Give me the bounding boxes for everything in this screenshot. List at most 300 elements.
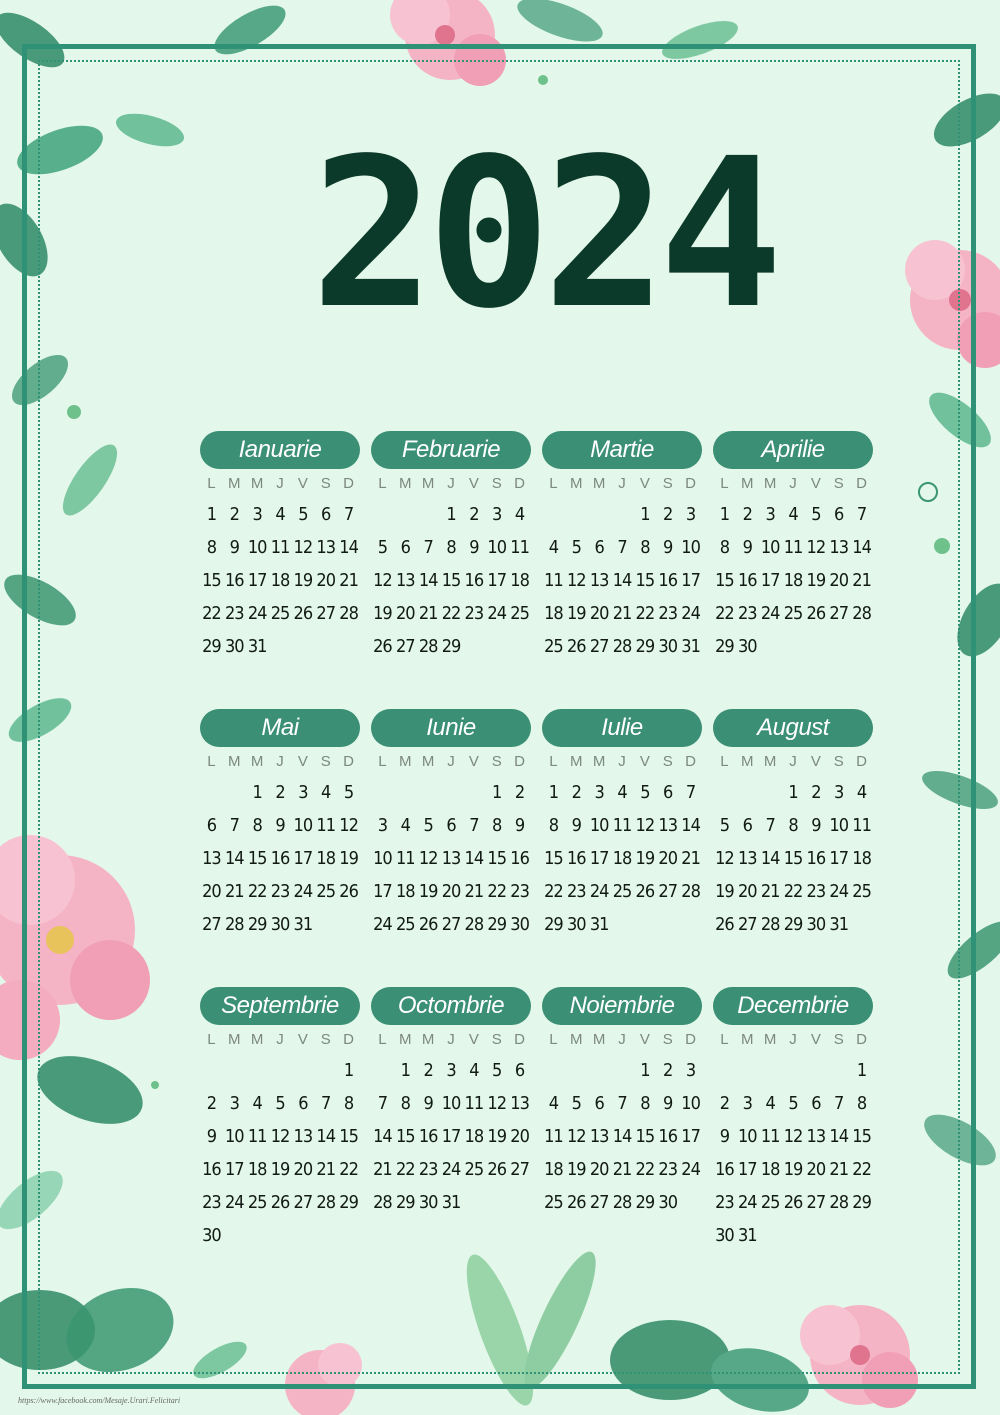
days-grid <box>713 1059 873 1257</box>
weekday-label: S <box>662 475 673 492</box>
day-cell: 7 <box>423 537 433 558</box>
day-cell: 5 <box>377 537 388 558</box>
day-cell: 13 <box>293 1126 313 1147</box>
day-cell: 15 <box>339 1126 358 1147</box>
day-cell: 16 <box>715 1159 734 1180</box>
day-cell: 10 <box>681 537 700 558</box>
weekday-label: J <box>276 753 284 770</box>
day-cell: 15 <box>247 848 267 869</box>
weekday-label: D <box>343 753 354 770</box>
weekday-header <box>200 753 360 773</box>
day-cell: 23 <box>715 1192 734 1213</box>
day-cell: 25 <box>612 881 632 902</box>
weekday-label: M <box>421 1031 435 1048</box>
day-cell: 2 <box>206 1093 217 1114</box>
weekday-label: D <box>685 1031 696 1048</box>
weekday-label: M <box>570 475 583 492</box>
month-header <box>713 431 873 469</box>
day-cell: 12 <box>715 848 734 869</box>
day-cell: 19 <box>487 1126 507 1147</box>
weekday-label: M <box>228 753 241 770</box>
day-cell: 23 <box>464 603 484 624</box>
day-cell: 21 <box>464 881 484 902</box>
day-cell: 11 <box>783 537 803 558</box>
day-cell: 6 <box>206 815 217 836</box>
day-cell: 15 <box>635 570 655 591</box>
day-empty <box>588 1059 611 1092</box>
day-cell: 27 <box>589 636 609 657</box>
day-cell: 2 <box>663 504 673 525</box>
day-cell: 6 <box>811 1093 821 1114</box>
day-cell: 29 <box>202 636 221 657</box>
day-cell: 11 <box>760 1126 780 1147</box>
day-cell: 9 <box>811 815 821 836</box>
day-cell: 17 <box>247 570 267 591</box>
year-text: 2024 <box>310 114 776 354</box>
day-cell: 18 <box>544 1159 563 1180</box>
weekday-label: M <box>399 475 412 492</box>
day-cell: 9 <box>719 1126 730 1147</box>
day-cell: 10 <box>247 537 267 558</box>
weekday-label: V <box>297 753 308 770</box>
month-martie <box>542 431 702 671</box>
day-empty <box>759 1059 782 1092</box>
day-empty <box>588 503 611 536</box>
weekday-label: S <box>320 475 331 492</box>
day-cell: 11 <box>544 1126 563 1147</box>
day-cell: 29 <box>544 914 563 935</box>
day-cell: 8 <box>788 815 798 836</box>
weekday-label: J <box>276 475 284 492</box>
day-cell: 17 <box>487 570 507 591</box>
weekday-label: M <box>763 1031 777 1048</box>
day-cell: 7 <box>321 1093 331 1114</box>
day-cell: 28 <box>612 636 632 657</box>
day-cell: 18 <box>852 848 871 869</box>
day-cell: 1 <box>343 1060 354 1081</box>
day-cell: 24 <box>247 603 267 624</box>
day-cell: 14 <box>760 848 780 869</box>
day-cell: 25 <box>852 881 871 902</box>
day-cell: 29 <box>852 1192 871 1213</box>
day-cell: 10 <box>293 815 313 836</box>
day-empty <box>394 781 417 814</box>
day-cell: 18 <box>270 570 290 591</box>
weekday-label: S <box>320 1031 331 1048</box>
day-cell: 5 <box>571 537 581 558</box>
day-cell: 7 <box>617 1093 627 1114</box>
day-cell: 30 <box>715 1225 734 1246</box>
weekday-label: V <box>297 475 308 492</box>
month-name: Iulie <box>601 714 643 741</box>
day-cell: 13 <box>395 570 415 591</box>
weekday-label: J <box>276 1031 284 1048</box>
weekday-label: S <box>491 753 502 770</box>
day-cell: 17 <box>681 570 700 591</box>
day-empty <box>565 1059 588 1092</box>
weekday-label: J <box>618 475 626 492</box>
month-name: Decembrie <box>737 992 849 1019</box>
day-cell: 15 <box>783 848 803 869</box>
day-cell: 16 <box>658 1126 678 1147</box>
day-cell: 1 <box>548 782 559 803</box>
day-cell: 31 <box>737 1225 757 1246</box>
day-cell: 19 <box>715 881 734 902</box>
day-cell: 2 <box>469 504 479 525</box>
day-empty <box>736 781 759 814</box>
day-cell: 15 <box>202 570 221 591</box>
day-cell: 18 <box>760 1159 780 1180</box>
day-cell: 25 <box>783 603 803 624</box>
day-cell: 10 <box>487 537 507 558</box>
days-grid <box>200 503 360 668</box>
weekday-label: L <box>549 475 558 492</box>
day-cell: 19 <box>635 848 655 869</box>
day-cell: 27 <box>806 1192 826 1213</box>
day-cell: 8 <box>640 1093 650 1114</box>
day-cell: 3 <box>765 504 775 525</box>
weekday-header <box>200 1031 360 1051</box>
day-cell: 23 <box>418 1159 438 1180</box>
day-cell: 31 <box>589 914 609 935</box>
day-cell: 30 <box>224 636 244 657</box>
month-iunie <box>371 709 531 949</box>
day-cell: 16 <box>224 570 244 591</box>
day-cell: 12 <box>418 848 438 869</box>
day-cell: 27 <box>293 1192 313 1213</box>
day-cell: 11 <box>247 1126 267 1147</box>
day-cell: 14 <box>316 1126 336 1147</box>
day-cell: 9 <box>469 537 479 558</box>
weekday-header <box>713 475 873 495</box>
day-cell: 30 <box>418 1192 438 1213</box>
day-cell: 7 <box>229 815 239 836</box>
day-cell: 12 <box>566 570 586 591</box>
day-cell: 27 <box>510 1159 529 1180</box>
day-cell: 4 <box>548 537 559 558</box>
day-cell: 2 <box>229 504 239 525</box>
weekday-label: S <box>662 1031 673 1048</box>
day-empty <box>565 503 588 536</box>
weekday-header <box>371 475 531 495</box>
day-empty <box>200 1059 223 1092</box>
weekday-label: D <box>343 475 354 492</box>
day-cell: 19 <box>566 603 586 624</box>
day-cell: 10 <box>829 815 849 836</box>
day-cell: 1 <box>856 1060 867 1081</box>
day-cell: 5 <box>640 782 650 803</box>
month-ianuarie <box>200 431 360 671</box>
weekday-label: M <box>421 475 435 492</box>
day-cell: 4 <box>617 782 627 803</box>
day-cell: 29 <box>635 1192 655 1213</box>
days-grid <box>371 781 531 946</box>
weekday-label: S <box>662 753 673 770</box>
day-cell: 27 <box>589 1192 609 1213</box>
day-cell: 1 <box>492 782 502 803</box>
day-cell: 24 <box>293 881 313 902</box>
weekday-label: D <box>514 753 525 770</box>
day-cell: 8 <box>640 537 650 558</box>
day-empty <box>782 1059 805 1092</box>
weekday-label: M <box>228 1031 241 1048</box>
day-cell: 27 <box>658 881 678 902</box>
day-cell: 10 <box>373 848 392 869</box>
day-cell: 3 <box>685 504 696 525</box>
day-cell: 22 <box>339 1159 358 1180</box>
day-cell: 14 <box>852 537 871 558</box>
day-cell: 31 <box>681 636 700 657</box>
day-cell: 3 <box>594 782 604 803</box>
day-cell: 27 <box>441 914 461 935</box>
weekday-label: S <box>833 475 844 492</box>
month-noiembrie <box>542 987 702 1227</box>
day-cell: 14 <box>339 537 358 558</box>
month-header <box>200 709 360 747</box>
day-cell: 18 <box>510 570 529 591</box>
day-cell: 18 <box>612 848 632 869</box>
day-cell: 7 <box>685 782 696 803</box>
day-cell: 29 <box>395 1192 415 1213</box>
day-cell: 22 <box>635 603 655 624</box>
day-cell: 29 <box>783 914 803 935</box>
days-grid <box>200 781 360 946</box>
weekday-label: L <box>549 753 558 770</box>
day-cell: 2 <box>423 1060 433 1081</box>
weekday-label: L <box>720 753 729 770</box>
day-empty <box>223 781 246 814</box>
day-cell: 17 <box>681 1126 700 1147</box>
day-cell: 11 <box>510 537 529 558</box>
day-cell: 20 <box>293 1159 313 1180</box>
weekday-label: V <box>810 753 821 770</box>
day-cell: 13 <box>806 1126 826 1147</box>
month-name: Mai <box>261 714 299 741</box>
day-cell: 4 <box>765 1093 775 1114</box>
day-cell: 22 <box>635 1159 655 1180</box>
day-cell: 25 <box>270 603 290 624</box>
weekday-label: D <box>856 1031 867 1048</box>
day-cell: 15 <box>715 570 734 591</box>
day-cell: 6 <box>321 504 331 525</box>
month-header <box>542 709 702 747</box>
day-cell: 3 <box>377 815 388 836</box>
day-cell: 26 <box>293 603 313 624</box>
day-cell: 19 <box>339 848 358 869</box>
day-cell: 19 <box>806 570 826 591</box>
day-cell: 23 <box>270 881 290 902</box>
month-header <box>200 987 360 1025</box>
day-cell: 6 <box>594 1093 604 1114</box>
day-cell: 13 <box>202 848 221 869</box>
day-cell: 1 <box>640 1060 650 1081</box>
day-cell: 21 <box>224 881 244 902</box>
day-cell: 20 <box>737 881 757 902</box>
weekday-label: M <box>741 753 754 770</box>
day-cell: 22 <box>487 881 507 902</box>
day-cell: 20 <box>589 603 609 624</box>
day-cell: 18 <box>247 1159 267 1180</box>
weekday-label: V <box>297 1031 308 1048</box>
day-empty <box>542 1059 565 1092</box>
day-cell: 21 <box>612 1159 632 1180</box>
weekday-label: S <box>833 1031 844 1048</box>
weekday-label: D <box>343 1031 354 1048</box>
day-cell: 30 <box>566 914 586 935</box>
day-cell: 22 <box>852 1159 871 1180</box>
days-grid <box>713 503 873 668</box>
month-header <box>371 987 531 1025</box>
day-cell: 24 <box>681 1159 700 1180</box>
day-cell: 4 <box>514 504 525 525</box>
day-cell: 19 <box>418 881 438 902</box>
weekday-label: S <box>320 753 331 770</box>
day-cell: 8 <box>856 1093 867 1114</box>
day-cell: 27 <box>202 914 221 935</box>
day-cell: 13 <box>510 1093 529 1114</box>
day-cell: 5 <box>788 1093 798 1114</box>
day-cell: 20 <box>829 570 849 591</box>
day-empty <box>804 1059 827 1092</box>
day-cell: 2 <box>275 782 285 803</box>
day-cell: 3 <box>492 504 502 525</box>
weekday-label: V <box>810 475 821 492</box>
days-grid <box>713 781 873 946</box>
day-cell: 8 <box>719 537 730 558</box>
day-cell: 28 <box>681 881 700 902</box>
day-cell: 24 <box>829 881 849 902</box>
day-cell: 20 <box>441 881 461 902</box>
day-cell: 28 <box>464 914 484 935</box>
month-header <box>371 431 531 469</box>
day-cell: 7 <box>469 815 479 836</box>
day-cell: 4 <box>400 815 410 836</box>
day-cell: 16 <box>737 570 757 591</box>
day-cell: 19 <box>373 603 392 624</box>
weekday-label: D <box>856 753 867 770</box>
day-empty <box>371 1059 394 1092</box>
day-cell: 23 <box>510 881 529 902</box>
month-header <box>713 709 873 747</box>
day-cell: 17 <box>760 570 780 591</box>
day-cell: 12 <box>373 570 392 591</box>
weekday-label: V <box>639 753 650 770</box>
weekday-label: M <box>570 753 583 770</box>
day-cell: 16 <box>202 1159 221 1180</box>
day-cell: 15 <box>635 1126 655 1147</box>
day-empty <box>713 1059 736 1092</box>
day-cell: 26 <box>806 603 826 624</box>
day-cell: 9 <box>206 1126 217 1147</box>
day-cell: 21 <box>681 848 700 869</box>
weekday-label: V <box>468 1031 479 1048</box>
day-cell: 5 <box>492 1060 502 1081</box>
day-cell: 25 <box>395 914 415 935</box>
day-cell: 9 <box>423 1093 433 1114</box>
day-empty <box>371 503 394 536</box>
day-cell: 23 <box>658 1159 678 1180</box>
weekday-label: M <box>592 753 606 770</box>
day-cell: 20 <box>202 881 221 902</box>
month-header <box>542 431 702 469</box>
day-cell: 5 <box>719 815 730 836</box>
day-cell: 1 <box>719 504 730 525</box>
day-cell: 30 <box>737 636 757 657</box>
day-cell: 17 <box>293 848 313 869</box>
weekday-label: J <box>789 1031 797 1048</box>
day-cell: 10 <box>681 1093 700 1114</box>
day-cell: 7 <box>377 1093 388 1114</box>
day-cell: 28 <box>373 1192 392 1213</box>
day-cell: 12 <box>783 1126 803 1147</box>
day-cell: 23 <box>806 881 826 902</box>
weekday-label: L <box>378 753 387 770</box>
weekday-header <box>371 753 531 773</box>
weekday-label: L <box>207 1031 216 1048</box>
day-cell: 13 <box>829 537 849 558</box>
day-empty <box>736 1059 759 1092</box>
day-cell: 1 <box>640 504 650 525</box>
day-cell: 15 <box>544 848 563 869</box>
weekday-label: J <box>447 475 455 492</box>
day-cell: 6 <box>514 1060 525 1081</box>
day-cell: 25 <box>544 636 563 657</box>
day-empty <box>269 1059 292 1092</box>
day-empty <box>314 1059 337 1092</box>
day-cell: 24 <box>224 1192 244 1213</box>
day-cell: 8 <box>446 537 456 558</box>
day-cell: 19 <box>783 1159 803 1180</box>
day-cell: 9 <box>275 815 285 836</box>
day-cell: 22 <box>395 1159 415 1180</box>
day-cell: 23 <box>658 603 678 624</box>
weekday-header <box>371 1031 531 1051</box>
month-februarie <box>371 431 531 671</box>
weekday-label: L <box>378 1031 387 1048</box>
day-cell: 21 <box>418 603 438 624</box>
day-cell: 14 <box>373 1126 392 1147</box>
month-name: August <box>757 714 829 741</box>
weekday-header <box>713 1031 873 1051</box>
day-cell: 9 <box>742 537 752 558</box>
month-header <box>200 431 360 469</box>
day-cell: 27 <box>829 603 849 624</box>
day-empty <box>223 1059 246 1092</box>
month-name: Noiembrie <box>569 992 675 1019</box>
day-cell: 4 <box>548 1093 559 1114</box>
day-cell: 21 <box>373 1159 392 1180</box>
day-empty <box>200 781 223 814</box>
day-cell: 5 <box>811 504 821 525</box>
day-cell: 28 <box>418 636 438 657</box>
day-empty <box>462 781 485 814</box>
day-empty <box>827 1059 850 1092</box>
weekday-label: D <box>856 475 867 492</box>
day-cell: 21 <box>852 570 871 591</box>
day-cell: 26 <box>339 881 358 902</box>
day-cell: 26 <box>418 914 438 935</box>
day-cell: 17 <box>441 1126 461 1147</box>
day-cell: 10 <box>737 1126 757 1147</box>
day-empty <box>394 503 417 536</box>
day-cell: 22 <box>783 881 803 902</box>
day-cell: 3 <box>298 782 308 803</box>
day-cell: 30 <box>658 1192 678 1213</box>
day-cell: 14 <box>464 848 484 869</box>
day-cell: 15 <box>487 848 507 869</box>
day-cell: 9 <box>229 537 239 558</box>
day-cell: 13 <box>737 848 757 869</box>
